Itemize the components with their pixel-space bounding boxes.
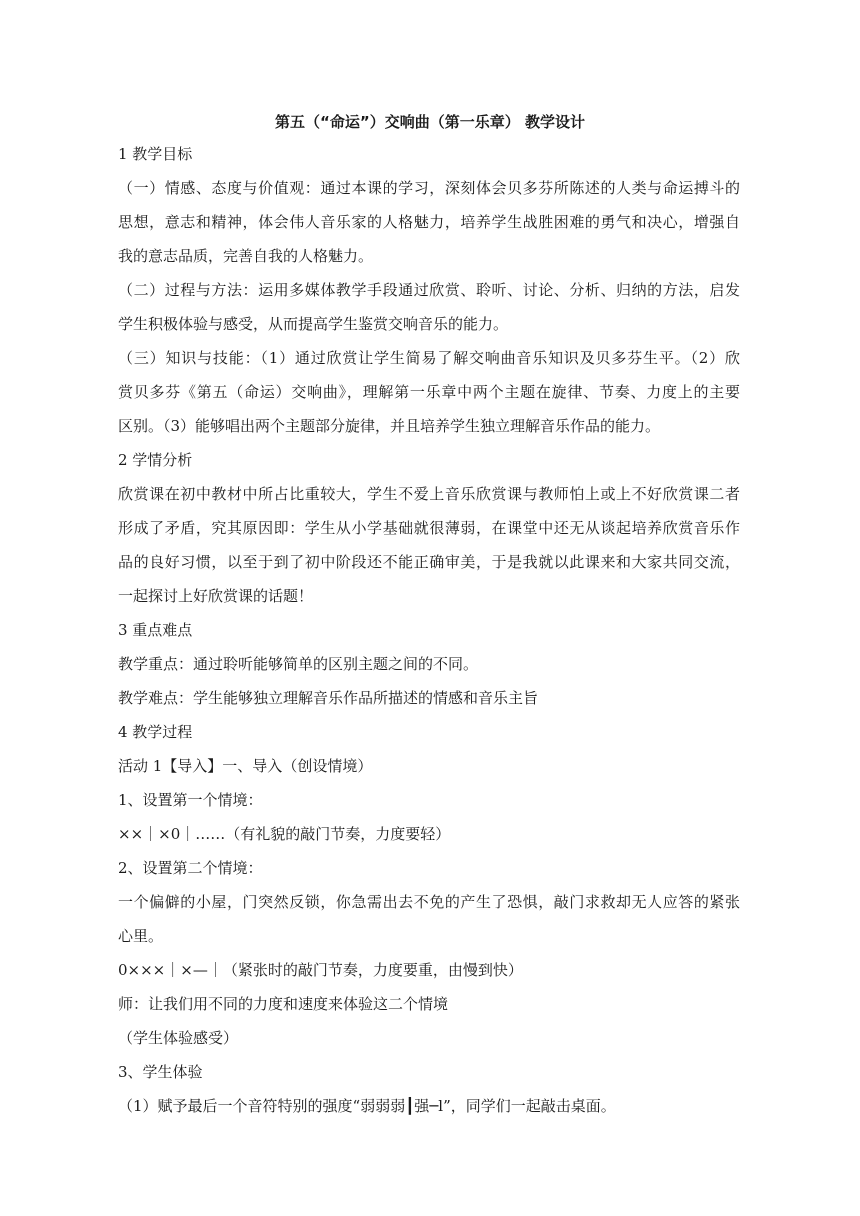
paragraph-line: 3、学生体验 bbox=[118, 1063, 203, 1081]
paragraph-line: 师：让我们用不同的力度和速度来体验这二个情境 bbox=[118, 995, 449, 1013]
paragraph-line: 教学难点：学生能够独立理解音乐作品所描述的情感和音乐主旨 bbox=[118, 689, 539, 707]
paragraph-line: 我的意志品质，完善自我的人格魅力。 bbox=[118, 247, 374, 265]
paragraph-line: 2、设置第二个情境： bbox=[118, 859, 263, 877]
paragraph-line: ××｜×0｜……（有礼貌的敲门节奏，力度要轻） bbox=[118, 825, 451, 843]
heading-teaching-goals: 1 教学目标 bbox=[118, 145, 193, 163]
paragraph-line: 赏贝多芬《第五（命运）交响曲》，理解第一乐章中两个主题在旋律、节奏、力度上的主要 bbox=[118, 383, 740, 401]
paragraph-line: 形成了矛盾，究其原因即：学生从小学基础就很薄弱，在课堂中还无从谈起培养欣赏音乐作 bbox=[118, 519, 740, 537]
paragraph-line: 0×××｜×—｜（紧张时的敲门节奏，力度要重，由慢到快） bbox=[118, 961, 523, 979]
heading-teaching-process: 4 教学过程 bbox=[118, 723, 193, 741]
paragraph-line: 教学重点：通过聆听能够简单的区别主题之间的不同。 bbox=[118, 655, 479, 673]
document-title: 第五（“命运”）交响曲（第一乐章） 教学设计 bbox=[275, 113, 585, 131]
paragraph-line: 活动 1【导入】一、导入（创设情境） bbox=[118, 757, 373, 775]
paragraph-line: 1、设置第一个情境： bbox=[118, 791, 263, 809]
paragraph-line: 思想，意志和精神，体会伟人音乐家的人格魅力，培养学生战胜困难的勇气和决心，增强自 bbox=[118, 213, 740, 231]
heading-key-points: 3 重点难点 bbox=[118, 621, 193, 639]
paragraph-line: 心里。 bbox=[118, 927, 164, 945]
paragraph-line: （1）赋予最后一个音符特别的强度“弱弱弱┃强─l”，同学们一起敲击桌面。 bbox=[118, 1097, 616, 1115]
paragraph-line: 一起探讨上好欣赏课的话题！ bbox=[118, 587, 314, 605]
paragraph-line: 品的良好习惯，以至于到了初中阶段还不能正确审美，于是我就以此课来和大家共同交流， bbox=[118, 553, 740, 571]
paragraph-line: （三）知识与技能：（1）通过欣赏让学生简易了解交响曲音乐知识及贝多芬生平。（2）欣 bbox=[118, 349, 740, 367]
paragraph-line: （二）过程与方法：运用多媒体教学手段通过欣赏、聆听、讨论、分析、归纳的方法，启发 bbox=[118, 281, 740, 299]
paragraph-line: 学生积极体验与感受，从而提高学生鉴赏交响音乐的能力。 bbox=[118, 315, 509, 333]
paragraph-line: （一）情感、态度与价值观：通过本课的学习，深刻体会贝多芬所陈述的人类与命运搏斗的 bbox=[118, 179, 740, 197]
paragraph-line: 欣赏课在初中教材中所占比重较大，学生不爱上音乐欣赏课与教师怕上或上不好欣赏课二者 bbox=[118, 485, 740, 503]
paragraph-line: （学生体验感受） bbox=[118, 1029, 239, 1047]
paragraph-line: 一个偏僻的小屋，门突然反锁，你急需出去不免的产生了恐惧，敲门求救却无人应答的紧张 bbox=[118, 893, 740, 911]
paragraph-line: 区别。（3）能够唱出两个主题部分旋律，并且培养学生独立理解音乐作品的能力。 bbox=[118, 417, 661, 435]
heading-learner-analysis: 2 学情分析 bbox=[118, 451, 193, 469]
